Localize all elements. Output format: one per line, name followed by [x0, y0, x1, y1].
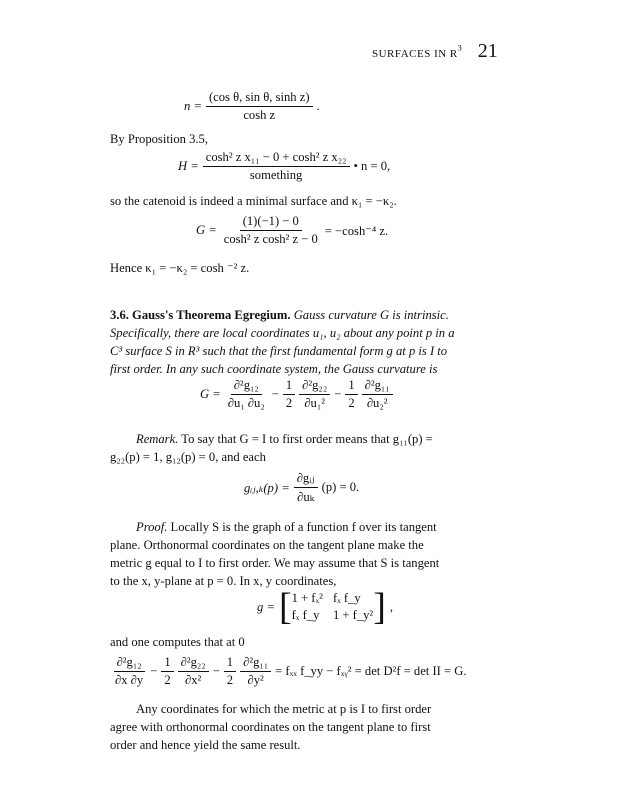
eq-G-numerator: (1)(−1) − 0 [240, 214, 302, 231]
theorem-line-2: Specifically, there are local coordinates u₁, u₂ about any point p in a [110, 326, 455, 340]
eq-theorem-c3-den: 2 [348, 396, 355, 410]
running-header [372, 40, 498, 63]
eq-final-c3-num: 1 [224, 655, 236, 672]
eq-final-term-3 [240, 655, 271, 688]
proof-line-1: Locally S is the graph of a function f over its tangent [170, 520, 437, 534]
equation-G [196, 214, 388, 247]
theorem-heading: 3.6. Gauss's Theorema Egregium. [110, 308, 291, 322]
closing-line-1: Any coordinates for which the metric at p is I to first order [136, 702, 432, 716]
eq-H-fraction [203, 150, 350, 183]
proof-label: Proof. [136, 520, 168, 534]
eq-final-term-2 [178, 655, 209, 688]
eq-final-op-2: − [212, 664, 220, 678]
eq-final-t2-den: ∂x² [185, 673, 202, 687]
theorem-line-3: C³ surface S in R³ such that the first fundamental form g at p is I to [110, 344, 448, 358]
page-number: 21 [477, 40, 498, 62]
remark-line-2: g₂₂(p) = 1, g₁₂(p) = 0, and each [110, 450, 266, 464]
eq-final-t1-den: ∂x ∂y [115, 673, 144, 687]
matrix-a12: fₓ f_y [332, 591, 361, 605]
running-title-superscript: 3 [457, 43, 462, 53]
eq-final-t3-den: ∂y² [247, 673, 264, 687]
matrix-a22: 1 + f_y² [332, 608, 374, 622]
by-proposition-text: By Proposition 3.5, [110, 132, 208, 146]
eq-n-numerator: (cos θ, sin θ, sinh z) [206, 90, 313, 107]
eq-n-lhs: n = [184, 99, 202, 113]
catenoid-text: so the catenoid is indeed a minimal surface and κ₁ = −κ₂. [110, 194, 397, 208]
proof-block [110, 518, 500, 590]
eq-final-t1-num: ∂²g₁₂ [114, 655, 145, 672]
remark-block [110, 430, 500, 466]
computes-text: and one computes that at 0 [110, 635, 245, 649]
running-title: SURFACES IN R [372, 48, 458, 60]
closing-paragraph [110, 700, 500, 754]
eq-final-op-1: − [150, 664, 158, 678]
eq-H-tail: • n = 0, [353, 159, 391, 173]
eq-theorem-t1-den: ∂u₁ ∂u₂ [227, 396, 265, 410]
eq-theorem-term-2 [299, 378, 330, 411]
proof-line-2: plane. Orthonormal coordinates on the tangent plane make the [110, 538, 424, 552]
eq-theorem-t3-num: ∂²g₁₁ [362, 378, 393, 395]
eq-final-coef-3 [224, 655, 236, 688]
eq-final-coef-2 [161, 655, 173, 688]
proof-line-4: to the x, y-plane at p = 0. In x, y coordinates, [110, 574, 337, 588]
eq-theorem-t2-den: ∂u₁² [304, 396, 326, 410]
closing-line-2: agree with orthonormal coordinates on the tangent plane to first [110, 720, 431, 734]
eq-remark-lhs: gᵢⱼ,ₖ(p) = [244, 480, 290, 495]
right-bracket: ] [373, 586, 386, 628]
eq-theorem-op-2: − [334, 387, 342, 401]
eq-remark-den: ∂uₖ [297, 490, 315, 504]
left-bracket: [ [278, 586, 292, 628]
eq-final-t2-num: ∂²g₂₂ [178, 655, 209, 672]
eq-theorem-t2-num: ∂²g₂₂ [299, 378, 330, 395]
eq-H-denominator: something [249, 168, 303, 182]
hence-text: Hence κ₁ = −κ₂ = cosh ⁻² z. [110, 261, 250, 275]
eq-G-denominator: cosh² z cosh² z − 0 [223, 232, 318, 246]
eq-theorem-t3-den: ∂u₂² [366, 396, 388, 410]
eq-G-tail: = −cosh⁻⁴ z. [324, 223, 389, 238]
equation-theorem [200, 378, 393, 411]
eq-remark-num: ∂gᵢⱼ [294, 470, 318, 488]
eq-G-fraction [221, 214, 321, 247]
eq-theorem-t1-num: ∂²g₁₂ [231, 378, 262, 395]
matrix-a11: 1 + fₓ² [291, 591, 323, 605]
eq-final-term-1 [112, 655, 146, 688]
eq-remark-tail: (p) = 0. [321, 480, 360, 494]
equation-remark [244, 470, 359, 505]
eq-theorem-c2-num: 1 [283, 378, 295, 395]
eq-theorem-lhs: G = [200, 387, 221, 401]
theorem-block [110, 306, 500, 378]
eq-final-c2-num: 1 [161, 655, 173, 672]
eq-theorem-term-3 [362, 378, 393, 411]
eq-theorem-op-1: − [271, 387, 279, 401]
eq-n-tail: . [316, 99, 320, 113]
equation-matrix [257, 588, 393, 626]
theorem-line-1: Gauss curvature G is intrinsic. [293, 308, 449, 322]
closing-line-3: order and hence yield the same result. [110, 738, 301, 752]
matrix-grid [292, 591, 374, 623]
eq-final-c3-den: 2 [226, 673, 234, 687]
eq-G-lhs: G = [196, 223, 217, 237]
equation-final [112, 655, 466, 688]
eq-n-denominator: cosh z [243, 108, 276, 122]
metric-matrix [279, 588, 386, 626]
remark-line-1: To say that G = I to first order means that g₁₁(p) = [181, 432, 433, 446]
equation-H [178, 150, 390, 183]
eq-H-lhs: H = [178, 159, 199, 173]
eq-matrix-tail: , [389, 599, 394, 614]
eq-n-fraction [206, 90, 313, 123]
equation-n [184, 90, 320, 123]
eq-theorem-coef-3 [345, 378, 357, 411]
eq-remark-fraction [294, 470, 318, 505]
matrix-a21: fₓ f_y [291, 608, 320, 622]
remark-label: Remark. [136, 432, 179, 446]
eq-theorem-coef-2 [283, 378, 295, 411]
eq-final-c2-den: 2 [164, 673, 171, 687]
theorem-line-4: first order. In any such coordinate system, the Gauss curvature is [110, 362, 438, 376]
eq-matrix-lhs: g = [257, 599, 275, 614]
eq-theorem-c2-den: 2 [285, 396, 293, 410]
eq-final-tail: = fₓₓ f_yy − fₓᵧ² = det D²f = det II = G. [275, 664, 467, 678]
eq-H-numerator: cosh² z x₁₁ − 0 + cosh² z x₂₂ [203, 150, 350, 167]
eq-final-t3-num: ∂²g₁₁ [240, 655, 271, 672]
eq-theorem-c3-num: 1 [345, 378, 357, 395]
eq-theorem-term-1 [225, 378, 268, 411]
proof-line-3: metric g equal to I to first order. We may assume that S is tangent [110, 556, 440, 570]
